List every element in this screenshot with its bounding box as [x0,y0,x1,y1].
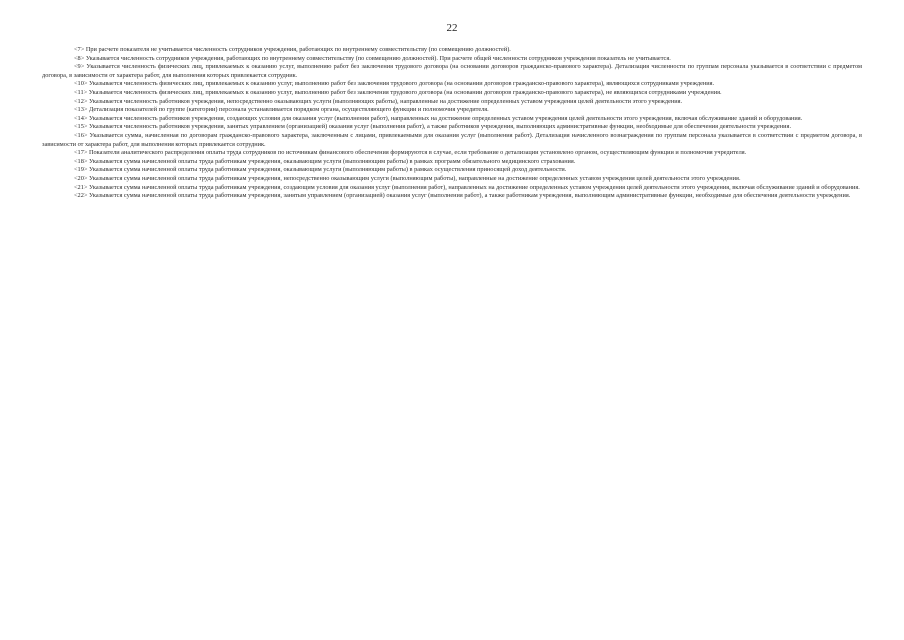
footnote-13: <13> Детализация показателей по группе (категории) персонала устанавливается порядком органа, осуществляющего функции и полномочия учредителя. [74,106,489,114]
footnote-21: <21> Указывается сумма начисленной оплаты труда работникам учреждения, создающим условия для оказания услуг (выполнения работ), направленных на достижение определенных уставом учреждения целей деятельности этого учреждения, включая обслуживание зданий и оборудования. [74,183,860,191]
footnote-7: <7> При расчете показателя не учитывается численность сотрудников учреждения, работающих по внутреннему совместительству (по совмещению должностей). [74,46,511,53]
footnote-15: <15> Указывается численность работников учреждения, занятых управлением (организацией) оказания услуг (выполнения работ), а также работников учреждения, выполняющих административные функции, необходимые для обеспечения деятельности учреждения. [74,123,792,131]
footnote-9: <9> Указывается численность физических лиц, привлекаемых к оказанию услуг, выполнению работ без заключения трудового договора (на основании договоров гражданско-правового характера). Детализация численности по группам персонала указывается в соответствии с предметом договора, в зависимости от характера работ, для выполнения которых привлекается сотрудник. [42,63,862,79]
footnote-8: <8> Указывается численность сотрудников учреждения, работающих по внутреннему совместительству (по совмещению должностей). При расчете общей численности сотрудников учреждения показатель не учитывается. [74,54,671,62]
footnote-10: <10> Указывается численность физических лиц, привлекаемых к оказанию услуг, выполнению работ без заключения трудового договора (на основании договоров гражданско-правового характера), являющихся сотрудниками учреждения. [74,80,715,88]
footnote-17: <17> Показатели аналитического распределения оплаты труда сотрудников по источникам финансового обеспечения формируются в случае, если требование о детализации установлено органом, осуществляющим функции и полномочия учредителя. [74,149,747,157]
footnote-14: <14> Указывается численность работников учреждения, создающих условия для оказания услуг (выполнения работ), направленных на достижение определенных уставом учреждения целей деятельности этого учреждения, включая обслуживание зданий и оборудования. [74,114,803,122]
footnote-12: <12> Указывается численность работников учреждения, непосредственно оказывающих услуги (выполняющих работы), направленные на достижение определенных уставом учреждения целей деятельности этого учреждения. [74,97,683,105]
footnote-22: <22> Указывается сумма начисленной оплаты труда работникам учреждения, занятым управлением (организацией) оказания услуг (выполнения работ), а также работникам учреждения, выполняющим административные функции, необходимые для обеспечения деятельности учреждения. [74,192,851,200]
footnote-20: <20> Указывается сумма начисленной оплаты труда работникам учреждения, непосредственно оказывающим услуги (выполняющим работы), направленные на достижение определенных уставом учреждения целей деятельности этого учреждения. [74,174,741,182]
footnote-16: <16> Указывается сумма, начисленная по договорам гражданско-правового характера, заключенным с лицами, привлекаемыми для оказания услуг (выполнения работ). Детализация начисленного вознаграждения по группам персонала указывается в соответствии с предметом договора, в зависимости от характера работ, для выполнения которых привлекается сотрудник. [42,131,862,148]
footnote-11: <11> Указывается численность физических лиц, привлекаемых к оказанию услуг, выполнению работ без заключения трудового договора (на основании договоров гражданско-правового характера), не являющихся сотрудниками учреждения. [74,88,722,96]
page-number: 22 [446,22,458,34]
footnote-19: <19> Указывается сумма начисленной оплаты труда работникам учреждения, оказывающим услуги (выполняющим работы) в рамках осуществления приносящей доход деятельности. [74,166,567,174]
footnote-18: <18> Указывается сумма начисленной оплаты труда работникам учреждения, оказывающим услуги (выполняющим работы) в рамках программ обязательного медицинского страхования. [74,157,576,165]
footnotes-block [42,46,862,201]
